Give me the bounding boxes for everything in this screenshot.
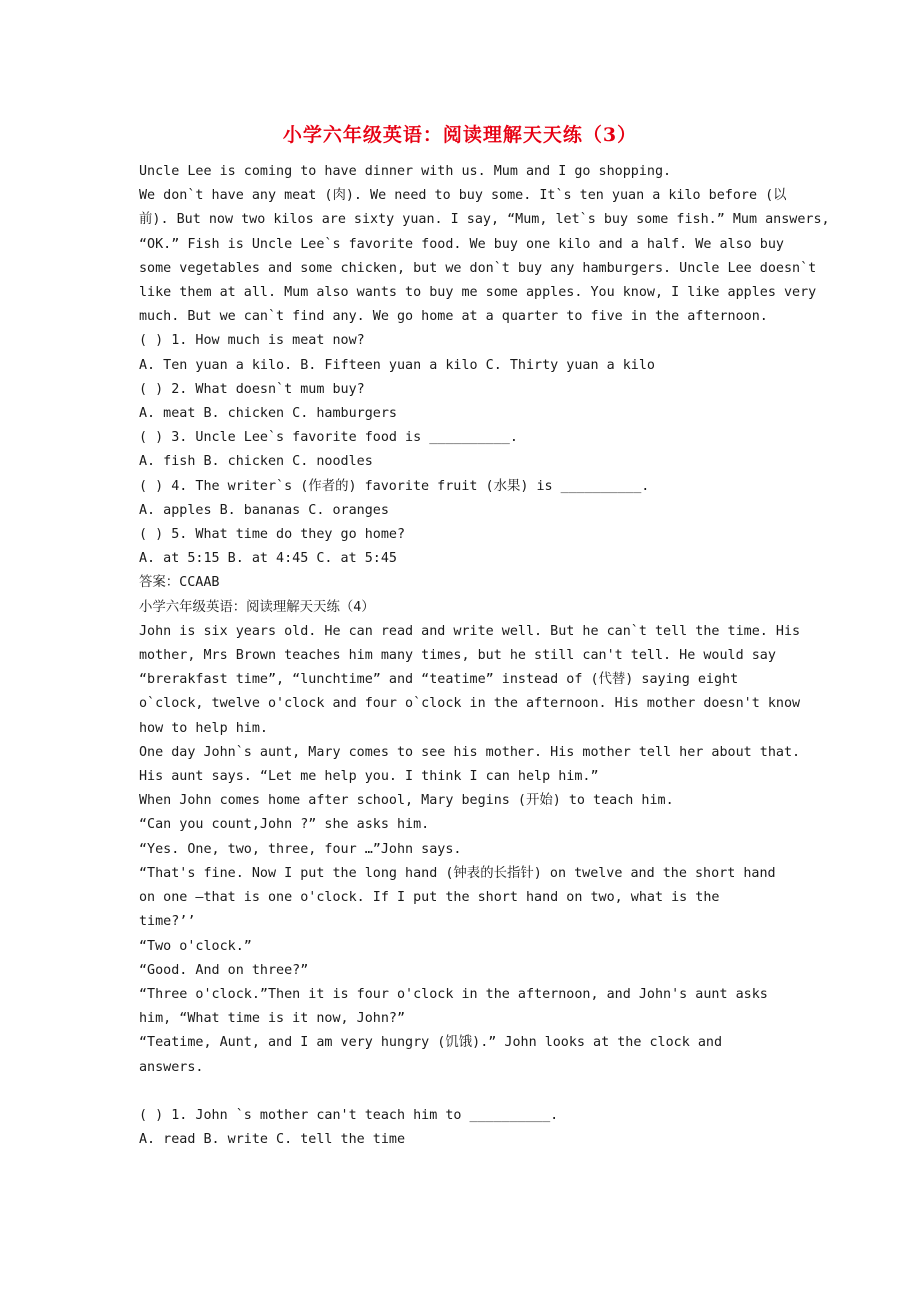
passage-line: mother, Mrs Brown teaches him many times, but he still can't tell. He would say: [139, 648, 776, 664]
passage-line: John is six years old. He can read and write well. But he can`t tell the time. His: [139, 623, 801, 639]
passage-line: much. But we can`t find any. We go home at a quarter to five in the afternoon.: [139, 309, 768, 325]
question-options: A. fish B. chicken C. noodles: [139, 454, 373, 470]
passage-line: “Can you count,John ?” she asks him.: [139, 817, 430, 833]
passage-line: how to help him.: [139, 720, 268, 736]
question: ( ) 1. How much is meat now?: [139, 333, 365, 349]
passage-line: “Three o'clock.”Then it is four o'clock in the afternoon, and John's aunt asks: [139, 986, 768, 1002]
question-options: A. meat B. chicken C. hamburgers: [139, 406, 397, 422]
passage-line: “brerakfast time”, “lunchtime” and “teatime” instead of (代替) saying eight: [139, 672, 739, 688]
passage-line: Uncle Lee is coming to have dinner with us. Mum and I go shopping.: [139, 164, 672, 179]
passage-line: 前). But now two kilos are sixty yuan. I say, “Mum, let`s buy some fish.” Mum answers,: [139, 212, 830, 228]
question: ( ) 5. What time do they go home?: [139, 527, 406, 543]
question: ( ) 3. Uncle Lee`s favorite food is __________.: [139, 430, 518, 446]
passage-line: “Teatime, Aunt, and I am very hungry (饥饿).” John looks at the clock and: [139, 1035, 723, 1051]
page-title: 小学六年级英语：阅读理解天天练（3）: [282, 124, 638, 146]
question: ( ) 1. John `s mother can't teach him to __________.: [139, 1107, 559, 1123]
passage-line: “Yes. One, two, three, four …”John says.: [139, 841, 462, 857]
blank-line: [139, 1080, 859, 1104]
section-subtitle: 小学六年级英语：阅读理解天天练（4）: [139, 599, 375, 615]
passage-line: His aunt says. “Let me help you. I think I can help him.”: [139, 769, 599, 785]
passage-line: answers.: [139, 1059, 204, 1075]
answer-key: 答案：CCAAB: [139, 575, 220, 591]
passage-line: “Two o'clock.”: [139, 938, 252, 954]
passage-line: One day John`s aunt, Mary comes to see his mother. His mother tell her about that.: [139, 744, 801, 760]
passage-line: o`clock, twelve o'clock and four o`clock in the afternoon. His mother doesn't know: [139, 696, 801, 712]
passage-2: [139, 620, 859, 1080]
passage-line: “Good. And on three?”: [139, 962, 309, 978]
passage-line: “That's fine. Now I put the long hand (钟表的长指针) on twelve and the short hand: [139, 865, 776, 881]
question: ( ) 4. The writer`s (作者的) favorite fruit (水果) is __________.: [139, 478, 650, 494]
document-body: [139, 160, 859, 1152]
passage-line: time?’’: [139, 914, 196, 930]
passage-line: on one —that is one o'clock. If I put the short hand on two, what is the: [139, 890, 720, 906]
question-options: A. apples B. bananas C. oranges: [139, 502, 389, 518]
passage-line: like them at all. Mum also wants to buy me some apples. You know, I like apples very: [139, 285, 817, 301]
question-options: A. read B. write C. tell the time: [139, 1132, 406, 1148]
questions-2: [139, 1104, 859, 1152]
passage-line: When John comes home after school, Mary begins (开始) to teach him.: [139, 793, 674, 809]
questions-1: [139, 329, 859, 571]
passage-line: some vegetables and some chicken, but we don`t buy any hamburgers. Uncle Lee doesn`t: [139, 260, 817, 276]
question: ( ) 2. What doesn`t mum buy?: [139, 381, 365, 397]
passage-1: [139, 160, 859, 329]
question-options: A. Ten yuan a kilo. B. Fifteen yuan a kilo C. Thirty yuan a kilo: [139, 357, 655, 373]
question-options: A. at 5:15 B. at 4:45 C. at 5:45: [139, 551, 397, 567]
passage-line: him, “What time is it now, John?”: [139, 1011, 406, 1027]
passage-line: We don`t have any meat (肉). We need to buy some. It`s ten yuan a kilo before (以: [139, 188, 787, 204]
passage-line: “OK.” Fish is Uncle Lee`s favorite food. We buy one kilo and a half. We also buy: [139, 236, 784, 252]
